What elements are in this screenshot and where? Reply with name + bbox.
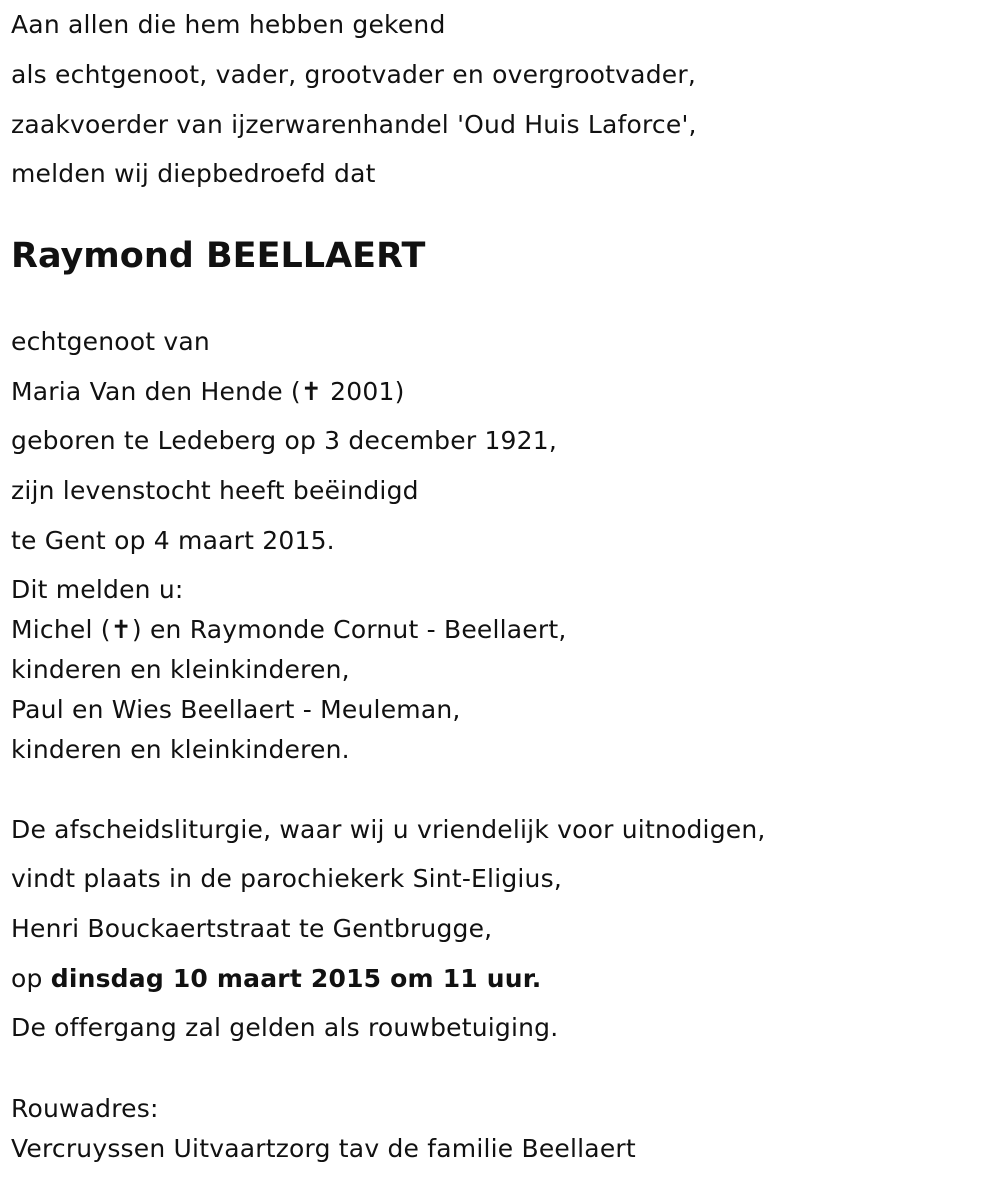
address-value: Vercruyssen Uitvaartzorg tav de familie Beellaert: [11, 1134, 636, 1163]
intro-line: zaakvoerder van ijzerwarenhandel 'Oud Huis Laforce',: [11, 110, 697, 139]
family-line: Michel (✝) en Raymonde Cornut - Beellaert,: [11, 615, 567, 644]
offering-line: De offergang zal gelden als rouwbetuiging.: [11, 1013, 559, 1042]
family-line: kinderen en kleinkinderen.: [11, 735, 350, 764]
detail-line: te Gent op 4 maart 2015.: [11, 526, 335, 555]
detail-line: Maria Van den Hende (✝ 2001): [11, 377, 405, 406]
detail-line: geboren te Ledeberg op 3 december 1921,: [11, 426, 558, 455]
intro-line: als echtgenoot, vader, grootvader en overgrootvader,: [11, 60, 696, 89]
deceased-name: Raymond BEELLAERT: [11, 236, 426, 276]
ceremony-line: De afscheidsliturgie, waar wij u vriendelijk voor uitnodigen,: [11, 815, 766, 844]
detail-line: echtgenoot van: [11, 327, 210, 356]
ceremony-date-line: [11, 964, 541, 994]
detail-line: zijn levenstocht heeft beëindigd: [11, 476, 419, 505]
ceremony-date: dinsdag 10 maart 2015 om 11 uur.: [50, 964, 542, 993]
address-label: Rouwadres:: [11, 1094, 159, 1123]
ceremony-line: Henri Bouckaertstraat te Gentbrugge,: [11, 914, 493, 943]
family-line: Dit melden u:: [11, 575, 184, 604]
ceremony-line: vindt plaats in de parochiekerk Sint-Eligius,: [11, 864, 562, 893]
ceremony-date-prefix: op: [11, 964, 51, 993]
intro-line: melden wij diepbedroefd dat: [11, 159, 376, 188]
family-line: kinderen en kleinkinderen,: [11, 655, 350, 684]
intro-line: Aan allen die hem hebben gekend: [11, 10, 446, 39]
family-line: Paul en Wies Beellaert - Meuleman,: [11, 695, 461, 724]
